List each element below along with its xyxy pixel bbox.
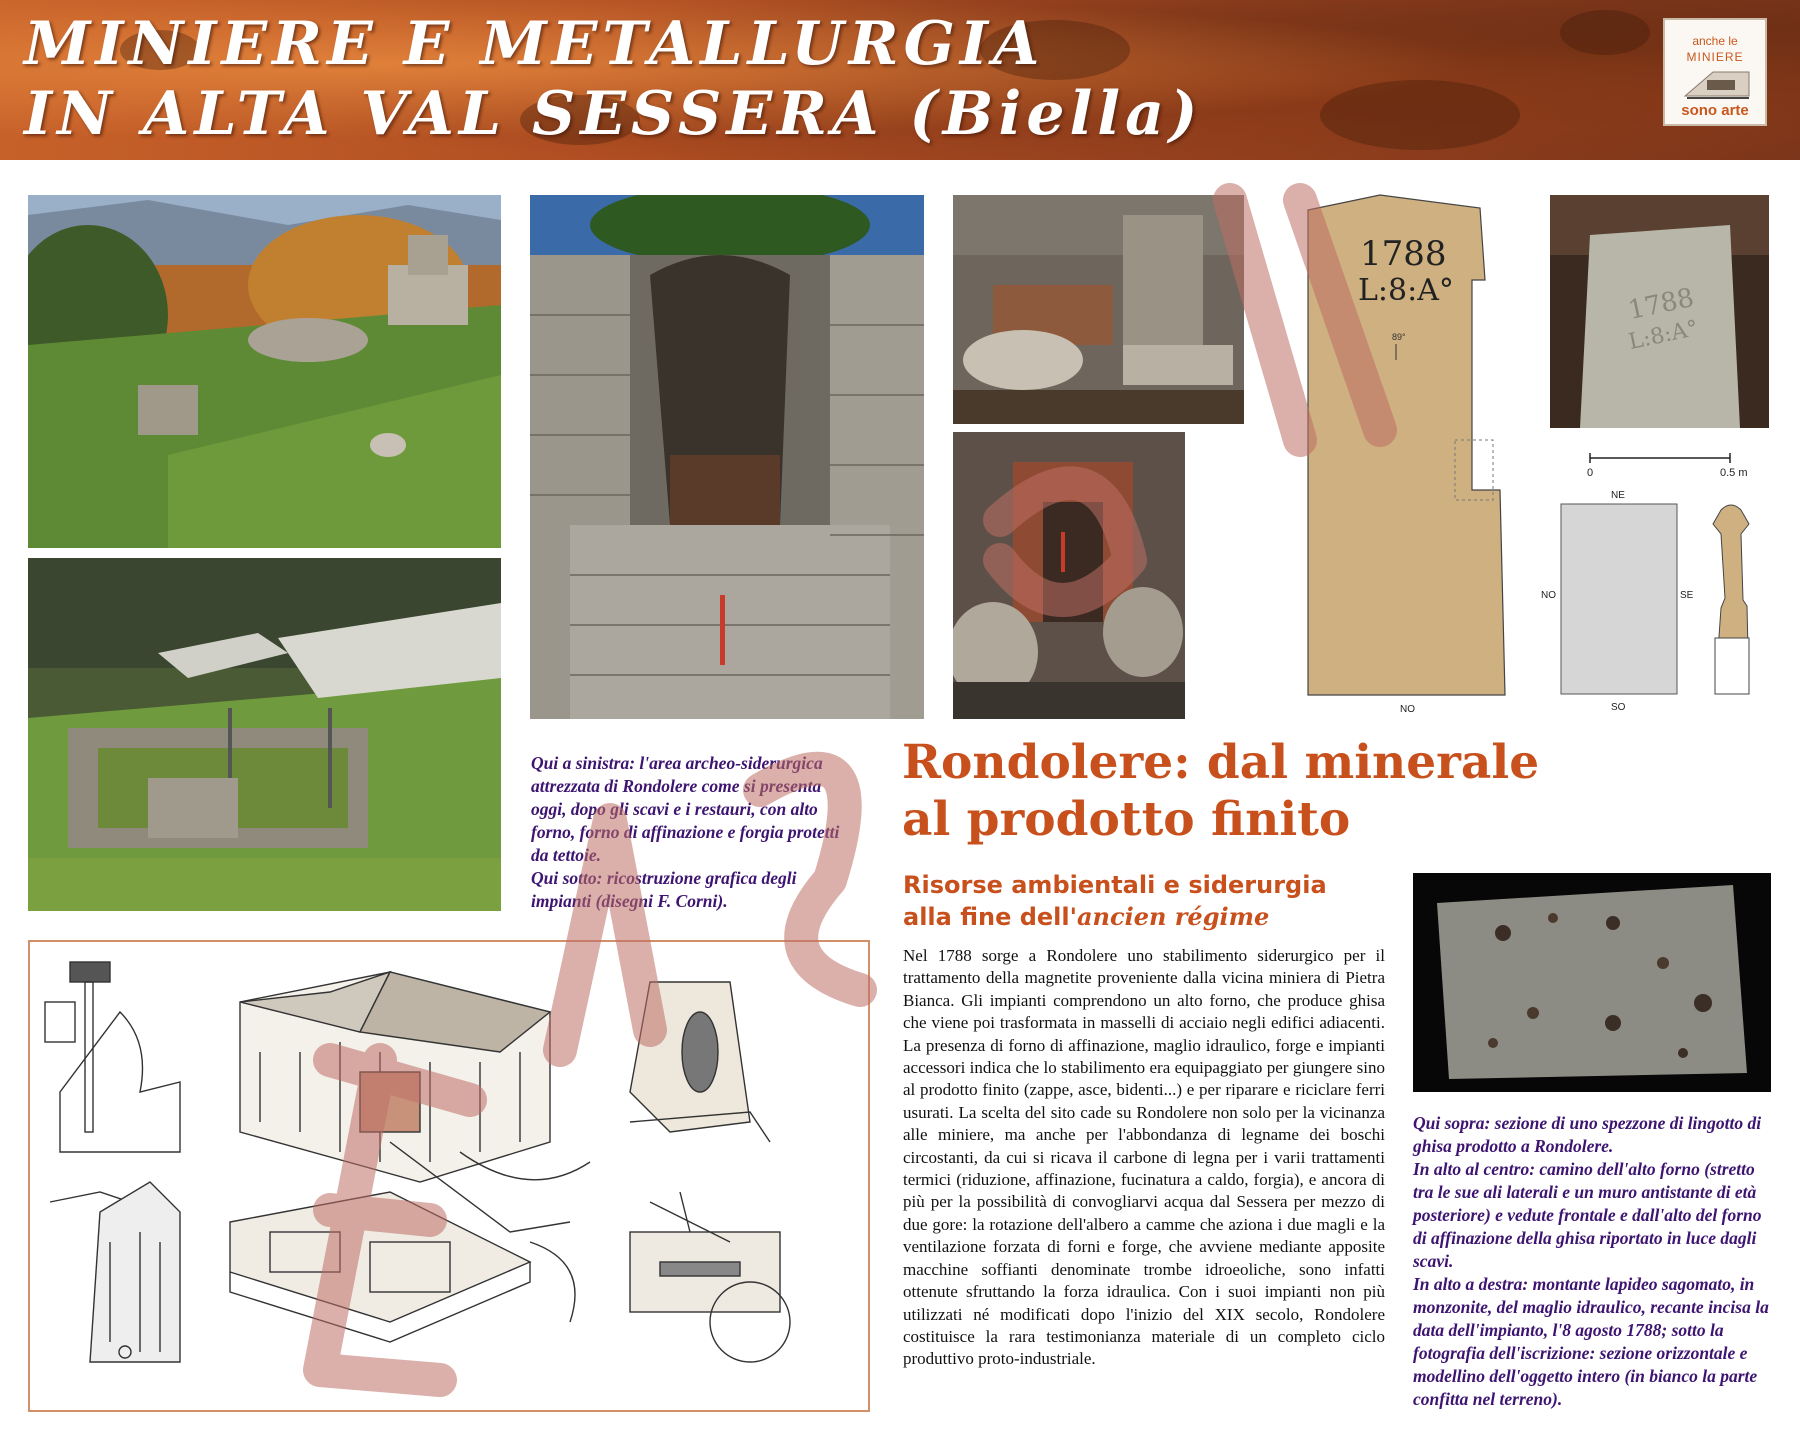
drawing-forge-chimney — [90, 1182, 180, 1362]
project-logo — [1663, 18, 1767, 126]
main-title — [902, 734, 1539, 848]
drawing-blast-furnace — [630, 982, 770, 1142]
drawing-water-hammer — [630, 1192, 790, 1362]
caption-right-para1: Qui sopra: sezione di uno spezzone di lingotto di ghisa prodotto a Rondolere. — [1413, 1113, 1762, 1156]
inscription-line2: L:8:A° — [1358, 273, 1454, 308]
caption-right-para3: In alto a destra: montante lapideo sagomato, in monzonite, del maglio idraulico, recante incisa la data dell'impianto, l'8 agosto 1788; sotto la fotografia dell'iscrizione: sezione orizzontale e modellino dell'oggetto intero (in bianco la parte confitta nel terreno). — [1413, 1274, 1769, 1409]
caption-left-para1: Qui a sinistra: l'area archeo-siderurgica attrezzata di Rondolere come si presenta oggi, dopo gli scavi e i restauri, con alto forno, forno di affinazione e forgia protetti da tettoie. — [531, 753, 840, 865]
logo-line3: sono arte — [1681, 102, 1749, 119]
caption-right-para2: In alto al centro: camino dell'alto forno (stretto tra le sue ali laterali e un muro antistante di età posteriore) e vedute frontale e dall'alto del forno di affinazione della ghisa riportato in luce dagli scavi. — [1413, 1159, 1762, 1271]
inscription-photo-text1: 1788 — [1625, 282, 1697, 327]
photo-furnace-chimney — [530, 195, 924, 719]
profile-bottom-label: NO — [1400, 704, 1415, 715]
dir-so: SO — [1611, 702, 1626, 713]
logo-line1: anche le — [1692, 34, 1738, 48]
logo-line2: MINIERE — [1686, 50, 1744, 64]
subtitle-line2-prefix: alla fine dell' — [903, 903, 1077, 931]
subtitle-line2 — [903, 901, 1327, 933]
inscription-line1: 1788 — [1360, 234, 1447, 274]
body-paragraph: Nel 1788 sorge a Rondolere uno stabilimento siderurgico per il trattamento della magnetite proveniente dalla vicina miniera di Pietra Bianca. Gli impianti comprendono un alto forno, che produce ghisa che viene poi trasformata in masselli di acciaio negli edifici adiacenti. La presenza di forno di affinazione, maglio idraulico, forge e impianti accessori indica che lo stabilimento era equipaggiato per giungere sino al prodotto finito (zappe, asce, bidenti...) e per riparare e riciclare ferri usurati. La scelta del sito cade su Rondolere non solo per la vicinanza alle miniere, ma anche per l'abbondanza di legname dei boschi circostanti, da cui si ricava il carbone di legna per i varii trattamenti termici (riduzione, affinazione, fucinatura a caldo, forgia), e ancora di più per la possibilità di convogliarvi acqua dal Sessera per mezzo di due gore: la rotazione dell'albero a camme che aziona i due magli e la ventilazione forzata di forni e forge, che avviene mediante apposite macchine soffianti denominate trombe idroeoliche, sono infatti ottenute sfruttando la forza idraulica. Con i suoi impianti non più utilizzati né modificati dopo l'inizio del XIX secolo, Rondolere costituisce la rara testimonianza materiale di un completo ciclo produttivo proto-industriale. — [903, 946, 1385, 1369]
angle-label: 89° — [1392, 332, 1406, 342]
subtitle-line1: Risorse ambientali e siderurgia — [903, 871, 1327, 899]
drawing-foundry-building — [240, 972, 590, 1232]
section-rectangle — [1561, 504, 1677, 694]
section-diagram — [1535, 448, 1785, 723]
page-title-line1: MINIERE E METALLURGIA — [24, 9, 1045, 79]
photo-inscription — [1550, 195, 1769, 428]
dir-no: NO — [1541, 590, 1556, 601]
photo-pig-iron-ingot — [1413, 873, 1771, 1092]
photo-excavation-pit — [953, 432, 1185, 719]
texture-spot — [1560, 10, 1650, 55]
stone-profile-drawing — [1300, 190, 1510, 720]
caption-right — [1413, 1112, 1778, 1411]
main-title-line1: Rondolere: dal minerale — [902, 735, 1540, 790]
mine-cart-icon — [1683, 66, 1751, 100]
scale-zero: 0 — [1587, 467, 1594, 479]
inscription-photo-text2: L:8:A° — [1626, 315, 1701, 356]
caption-left-para2: Qui sotto: ricostruzione grafica degli impianti (disegni F. Corni). — [531, 868, 797, 911]
main-title-line2: al prodotto finito — [902, 792, 1351, 847]
header-banner — [0, 0, 1800, 160]
scale-end: 0.5 m — [1720, 467, 1748, 479]
dir-ne: NE — [1611, 490, 1625, 501]
reconstruction-drawings-panel — [28, 940, 870, 1412]
caption-left — [531, 752, 861, 913]
texture-spot — [1320, 80, 1520, 150]
dir-se: SE — [1680, 590, 1694, 601]
page-title-line2: IN ALTA VAL SESSERA (Biella) — [24, 79, 1203, 149]
photo-ruins-landscape — [28, 195, 501, 548]
drawing-ruins-plan — [230, 1192, 575, 1342]
subtitle-line2-italic: ancien régime — [1076, 902, 1270, 931]
section-subtitle — [903, 870, 1327, 933]
photo-excavation-top — [953, 195, 1244, 424]
photo-site-canopies — [28, 558, 501, 911]
drawing-chimney — [45, 962, 180, 1202]
